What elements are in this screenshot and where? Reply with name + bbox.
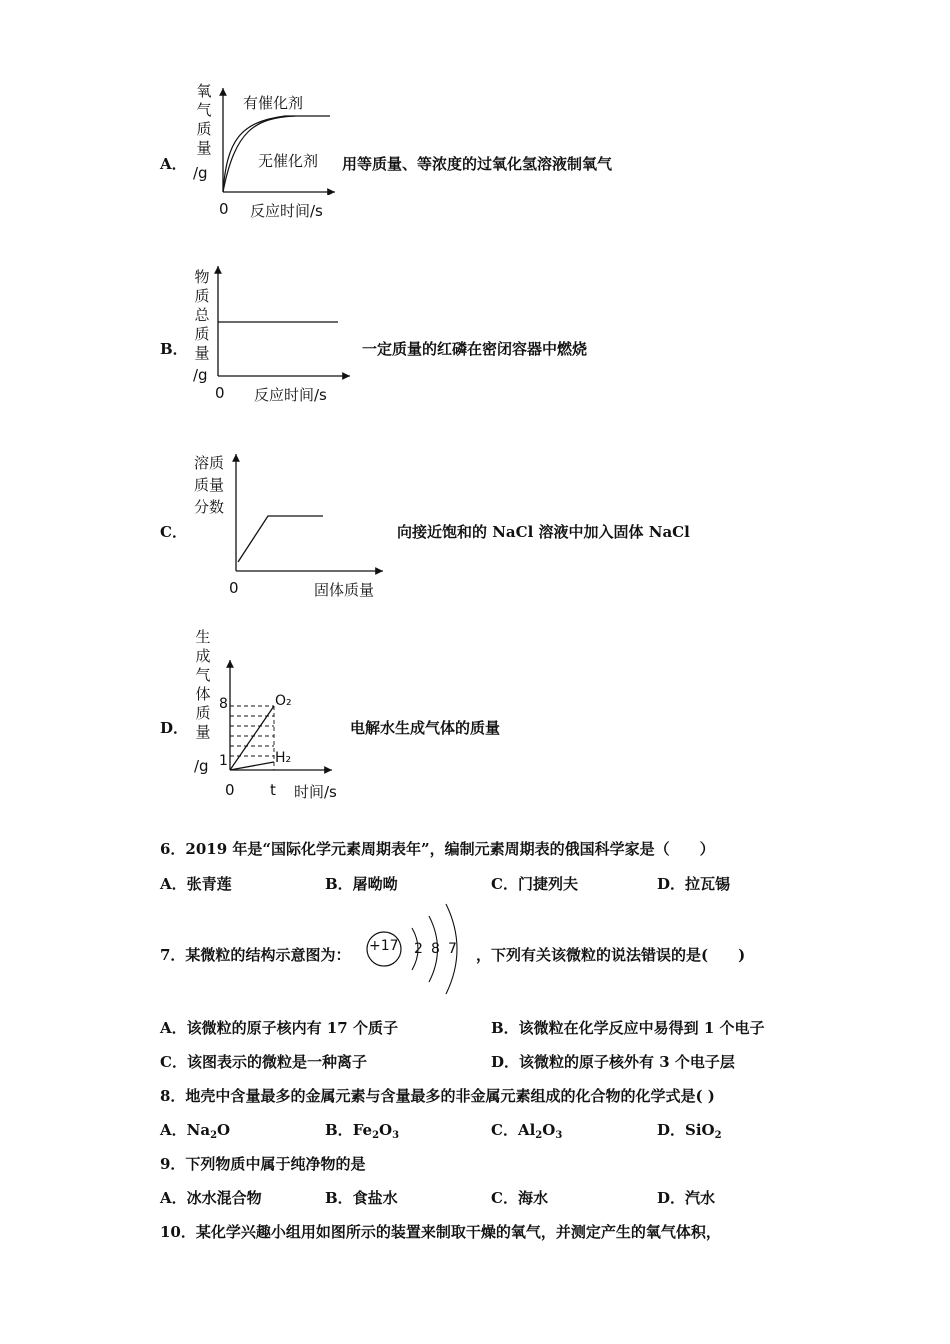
option-b-yunit: /g bbox=[193, 366, 208, 384]
option-d-xtick-t: t bbox=[270, 781, 276, 799]
option-a-xlabel: 反应时间/s bbox=[250, 202, 323, 220]
q8-option-b: B．$Fe_2O_3$ bbox=[325, 1121, 400, 1141]
option-a-ylabel: 氧气质量 bbox=[196, 82, 212, 157]
option-b-ylabel: 物质总质量 bbox=[194, 268, 210, 362]
q7-option-d: D．该微粒的原子核外有 3 个电子层 bbox=[491, 1053, 735, 1071]
option-c-ylabel-line1: 溶质 bbox=[194, 454, 225, 472]
q6-stem: 6．2019 年是“国际化学元素周期表年”，编制元素周期表的俄国科学家是（ ） bbox=[160, 840, 715, 858]
option-b-graph bbox=[210, 262, 355, 382]
option-d-ytick-8: 8 bbox=[219, 696, 228, 712]
option-a-letter: A． bbox=[160, 155, 187, 173]
option-c-letter: C． bbox=[160, 523, 187, 541]
option-c-xlabel: 固体质量 bbox=[314, 581, 375, 599]
shell-3-electrons: 7 bbox=[448, 941, 457, 957]
option-a-caption: 用等质量、等浓度的过氧化氢溶液制氧气 bbox=[342, 155, 613, 173]
option-d-h2-line bbox=[230, 762, 274, 770]
q7-stem-prefix: 7．某微粒的结构示意图为： bbox=[160, 946, 351, 964]
option-d-h2-label: H₂ bbox=[275, 750, 292, 766]
option-d-letter: D． bbox=[160, 719, 189, 737]
q6-option-c: C．门捷列夫 bbox=[491, 875, 578, 893]
option-a-curve2-label: 无催化剂 bbox=[258, 152, 319, 170]
q8-option-d: D．SiO$_2$ bbox=[657, 1121, 722, 1141]
option-b-caption: 一定质量的红磷在密闭容器中燃烧 bbox=[362, 340, 588, 358]
q9-option-d: D．汽水 bbox=[657, 1189, 716, 1207]
q9-option-b: B．食盐水 bbox=[325, 1189, 398, 1207]
shell-1-electrons: 2 bbox=[414, 941, 423, 957]
option-a-curve1-label: 有催化剂 bbox=[243, 94, 304, 112]
option-c-ylabel-line3: 分数 bbox=[194, 498, 225, 516]
option-a-yunit: /g bbox=[193, 164, 208, 182]
option-c-caption: 向接近饱和的 NaCl 溶液中加入固体 NaCl bbox=[397, 523, 690, 541]
shell-2-electrons: 8 bbox=[431, 941, 440, 957]
q8-option-c: C．$Al_2O_3$ bbox=[491, 1121, 563, 1141]
nucleus-charge: +17 bbox=[369, 938, 399, 954]
q7-option-b: B．该微粒在化学反应中易得到 1 个电子 bbox=[491, 1019, 765, 1037]
q8-option-a: A．$Na_2O$ bbox=[160, 1121, 231, 1141]
option-d-yunit: /g bbox=[194, 757, 209, 775]
option-d-origin: 0 bbox=[225, 781, 235, 799]
option-c-origin: 0 bbox=[229, 579, 239, 597]
q7-option-c: C．该图表示的微粒是一种离子 bbox=[160, 1053, 367, 1071]
option-b-xlabel: 反应时间/s bbox=[254, 386, 327, 404]
option-b-letter: B． bbox=[160, 340, 188, 358]
option-d-caption: 电解水生成气体的质量 bbox=[350, 719, 501, 737]
q6-option-d: D．拉瓦锡 bbox=[657, 875, 731, 893]
option-c-graph bbox=[228, 450, 388, 575]
option-d-xlabel: 时间/s bbox=[294, 783, 337, 801]
option-c-fraction-line bbox=[238, 516, 323, 562]
q9-option-a: A．冰水混合物 bbox=[160, 1189, 262, 1207]
option-a-origin: 0 bbox=[219, 200, 229, 218]
q8-stem: 8．地壳中含量最多的金属元素与含量最多的非金属元素组成的化合物的化学式是( ) bbox=[160, 1087, 715, 1105]
q7-stem-suffix: ，下列有关该微粒的说法错误的是( ) bbox=[476, 946, 746, 964]
q10-stem: 10．某化学兴趣小组用如图所示的装置来制取干燥的氧气，并测定产生的氧气体积， bbox=[160, 1223, 721, 1241]
q7-option-a: A．该微粒的原子核内有 17 个质子 bbox=[160, 1019, 398, 1037]
option-c-ylabel-line2: 质量 bbox=[194, 476, 225, 494]
option-d-ytick-1: 1 bbox=[219, 753, 228, 769]
q6-option-a: A．张青莲 bbox=[160, 875, 232, 893]
q9-stem: 9．下列物质中属于纯净物的是 bbox=[160, 1155, 366, 1173]
q9-option-c: C．海水 bbox=[491, 1189, 548, 1207]
option-d-o2-label: O₂ bbox=[275, 693, 292, 709]
option-b-origin: 0 bbox=[215, 384, 225, 402]
option-d-ylabel: 生成气体质量 bbox=[195, 628, 211, 741]
q6-option-b: B．屠呦呦 bbox=[325, 875, 398, 893]
